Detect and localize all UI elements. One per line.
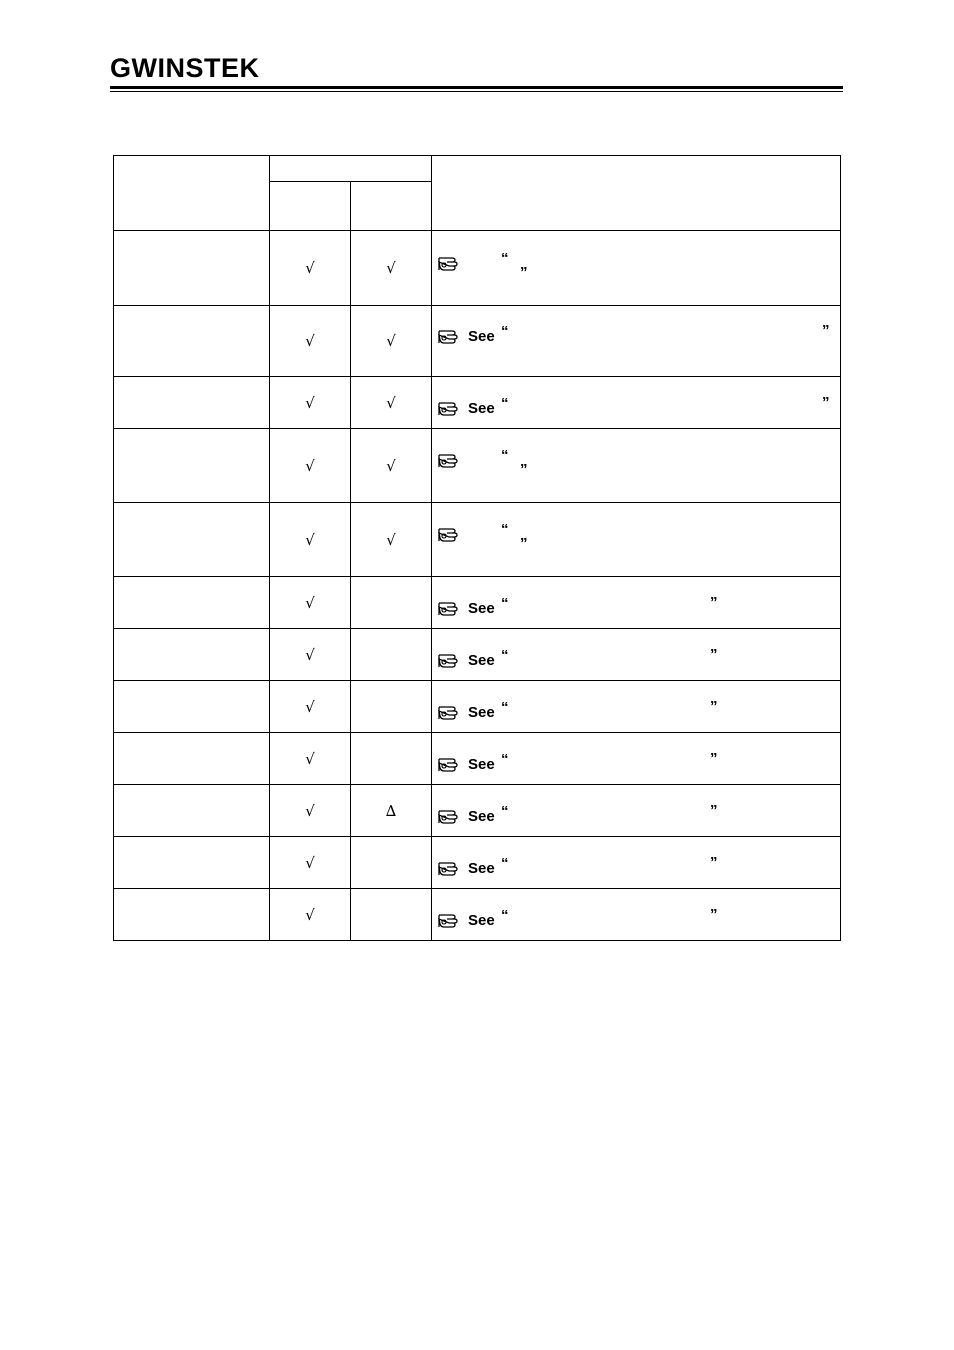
mark-cell-a [270,377,351,429]
table-row [114,629,841,681]
open-quote: “ [501,520,509,538]
mark-cell-a [270,733,351,785]
close-quote: ” [710,594,718,611]
spec-table [113,155,841,941]
see-label: See [468,703,495,721]
mark-cell-a [270,429,351,503]
reference-cell [432,785,841,837]
pointing-hand-icon [438,599,462,617]
reference-cell [432,681,841,733]
reference-line [438,594,509,617]
reference-line [438,249,509,272]
reference-line [438,394,509,417]
mark-symbol: √ [305,593,315,612]
mark-cell-a [270,681,351,733]
header-cell-reference [432,156,841,231]
logo-text: GWINSTEK [110,53,260,83]
see-label: See [468,911,495,929]
see-label: See [468,327,495,345]
table-row [114,429,841,503]
mark-cell-b [351,837,432,889]
table-row [114,785,841,837]
mark-cell-b [351,889,432,941]
reference-cell [432,889,841,941]
see-label: See [468,807,495,825]
close-quote: ” [710,750,718,767]
mark-cell-b [351,785,432,837]
open-quote: “ [501,322,509,340]
reference-cell [432,837,841,889]
mark-cell-a [270,231,351,306]
mark-symbol: √ [386,259,396,277]
item-cell [114,733,270,785]
item-cell [114,429,270,503]
pointing-hand-icon [438,651,462,669]
item-cell [114,785,270,837]
mark-symbol: √ [386,530,396,549]
mark-cell-b [351,629,432,681]
see-label: See [468,651,495,669]
reference-line [438,520,509,543]
reference-line [438,854,509,877]
table-row [114,837,841,889]
pointing-hand-icon [438,451,462,469]
mark-cell-b [351,429,432,503]
reference-cell [432,231,841,306]
table-row [114,733,841,785]
pointing-hand-icon [438,525,462,543]
header-cell-sub-2 [351,182,432,231]
close-quote: ” [710,802,718,819]
mark-symbol: √ [305,697,315,716]
item-cell [114,306,270,377]
reference-line [438,750,509,773]
mark-symbol: ∆ [385,801,397,820]
table-row [114,503,841,577]
header-cell-group [270,156,432,182]
item-cell [114,889,270,941]
mark-symbol: √ [305,645,315,664]
reference-cell [432,429,841,503]
reference-line [438,446,509,469]
table-row [114,681,841,733]
table-row [114,306,841,377]
open-quote: “ [501,594,509,612]
pointing-hand-icon [438,399,462,417]
mark-symbol: √ [305,332,315,350]
mark-cell-b [351,681,432,733]
mark-cell-b [351,733,432,785]
see-label: See [468,399,495,417]
mark-cell-b [351,231,432,306]
table-header-row-1 [114,156,841,182]
pointing-hand-icon [438,807,462,825]
open-quote: “ [501,698,509,716]
mark-cell-b [351,503,432,577]
company-logo [110,53,260,83]
pointing-hand-icon [438,859,462,877]
item-cell [114,681,270,733]
item-cell [114,629,270,681]
close-quote: ” [520,264,528,281]
mark-cell-b [351,306,432,377]
mark-cell-b [351,577,432,629]
open-quote: “ [501,646,509,664]
pointing-hand-icon [438,254,462,272]
reference-line [438,698,509,721]
item-cell [114,377,270,429]
mark-cell-a [270,577,351,629]
mark-symbol: √ [305,530,315,549]
see-label: See [468,599,495,617]
close-quote: ” [710,646,718,663]
open-quote: “ [501,906,509,924]
mark-symbol: √ [305,749,315,768]
mark-cell-a [270,889,351,941]
close-quote: ” [520,535,528,552]
pointing-hand-icon [438,703,462,721]
pointing-hand-icon [438,911,462,929]
close-quote: ” [822,394,830,411]
close-quote: ” [710,698,718,715]
header-rule-thin [110,91,843,92]
mark-cell-a [270,837,351,889]
mark-cell-a [270,503,351,577]
item-cell [114,837,270,889]
pointing-hand-icon [438,327,462,345]
mark-symbol: √ [305,801,315,820]
header-cell-item [114,156,270,231]
mark-symbol: √ [386,456,396,475]
see-label: See [468,755,495,773]
close-quote: ” [710,906,718,923]
reference-line [438,646,509,669]
mark-symbol: √ [305,456,315,475]
mark-cell-a [270,629,351,681]
reference-cell [432,503,841,577]
open-quote: “ [501,802,509,820]
open-quote: “ [501,394,509,412]
mark-symbol: √ [305,259,315,277]
reference-cell [432,377,841,429]
mark-symbol: √ [386,393,396,412]
close-quote: ” [520,461,528,478]
reference-cell [432,577,841,629]
mark-symbol: √ [386,332,396,350]
mark-cell-b [351,377,432,429]
header-rule-thick [110,86,843,89]
reference-cell [432,306,841,377]
table-row [114,889,841,941]
close-quote: ” [710,854,718,871]
open-quote: “ [501,446,509,464]
reference-cell [432,733,841,785]
mark-symbol: √ [305,853,315,872]
open-quote: “ [501,249,509,267]
see-label: See [468,859,495,877]
close-quote: ” [822,322,830,339]
item-cell [114,577,270,629]
mark-cell-a [270,785,351,837]
item-cell [114,231,270,306]
item-cell [114,503,270,577]
reference-line [438,802,509,825]
mark-symbol: √ [305,393,315,412]
table-row [114,231,841,306]
mark-symbol: √ [305,905,315,924]
open-quote: “ [501,854,509,872]
reference-line [438,322,509,345]
open-quote: “ [501,750,509,768]
reference-cell [432,629,841,681]
mark-cell-a [270,306,351,377]
pointing-hand-icon [438,755,462,773]
table-row [114,377,841,429]
header-cell-sub-1 [270,182,351,231]
reference-line [438,906,509,929]
table-row [114,577,841,629]
